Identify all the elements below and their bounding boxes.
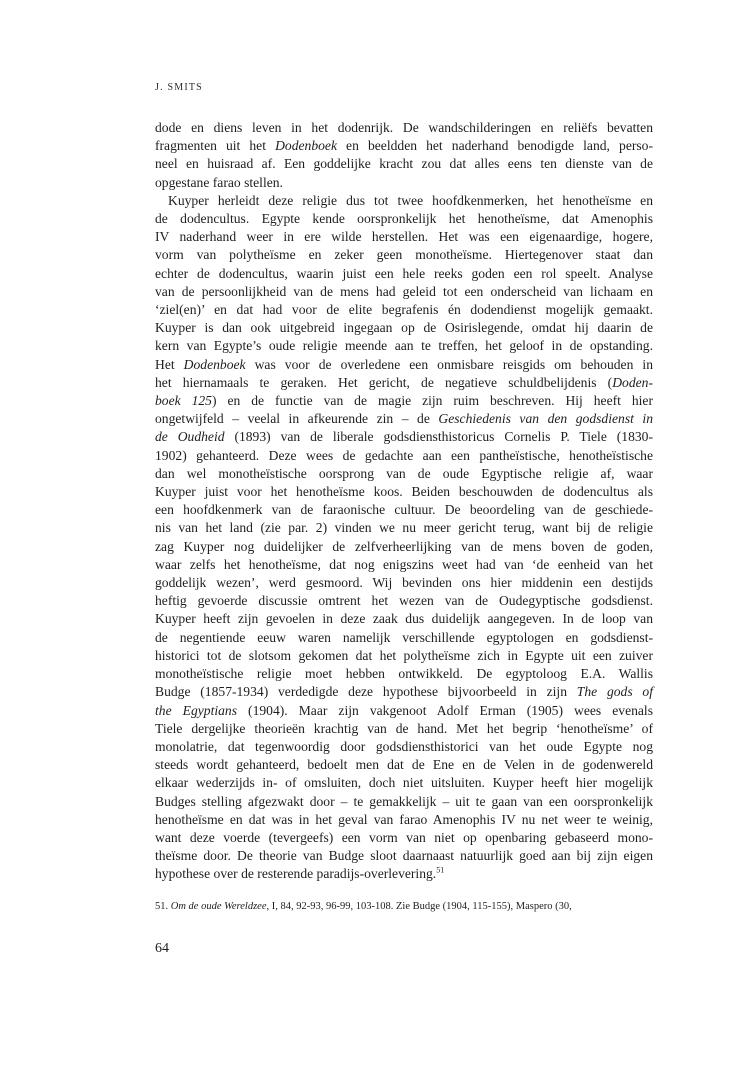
- text-span: Kuyper juist voor het henotheïsme koos. Beiden beschouwden de dodencultus als: [155, 484, 653, 500]
- text-line: [155, 829, 653, 847]
- text-span: de dodencultus. Egypte kende oorspronkelijk het henotheïsme, dat Amenophis: [155, 211, 653, 227]
- text-span: hypothese over de resterende paradijs-overlevering.: [155, 866, 437, 882]
- text-line: [155, 774, 653, 792]
- footnote-text: [171, 901, 572, 912]
- text-line: [155, 192, 653, 210]
- text-line: [155, 847, 653, 865]
- text-span: Kuyper is dan ook uitgebreid ingegaan op de Osirislegende, omdat hij daarin de: [155, 320, 653, 336]
- text-span: opgestane farao stellen.: [155, 174, 283, 190]
- text-span: monotheïstische religie moet hebben ontwikkeld. De egyptoloog E.A. Wallis: [155, 666, 653, 682]
- text-span: IV naderhand weer in ere wilde herstellen. Het was een eigenaardige, hogere,: [155, 229, 653, 245]
- text-span: een hoofdkenmerk van de faraonische cultuur. De beoordeling van de geschiede-: [155, 502, 653, 518]
- text-span: Budge (1857-1934) verdedigde deze hypothese bijvoorbeeld in zijn: [155, 684, 577, 700]
- text-line: [155, 738, 653, 756]
- text-span: Tiele dergelijke theorieën krachtig van de hand. Met het begrip ‘henotheïsme’ of: [155, 720, 653, 736]
- text-line: [155, 265, 653, 283]
- italic-title: Dodenboek: [275, 138, 337, 154]
- text-line: [155, 756, 653, 774]
- text-span: het hiernamaals te geraken. Het gericht, de negatieve schuldbelijdenis (: [155, 374, 613, 390]
- text-line: [155, 538, 653, 556]
- text-span: want deze voerde (tevergeefs) een vorm van niet op openbaring gebaseerd mono-: [155, 829, 653, 845]
- text-span: monolatrie, dat tegenwoordig door godsdiensthistorici van het oude Egypte nog: [155, 738, 653, 754]
- text-line: [155, 556, 653, 574]
- italic-title: Om de oude Wereldzee: [170, 901, 267, 912]
- text-span: echter de dodencultus, waarin juist een hele reeks goden een rol speelt. Analyse: [155, 265, 653, 281]
- text-line: [155, 793, 653, 811]
- italic-title: the Egyptians: [155, 702, 238, 718]
- text-line: [155, 683, 653, 701]
- text-line: [155, 702, 653, 720]
- text-line: [155, 356, 653, 374]
- text-line: [155, 210, 653, 228]
- text-line: [155, 483, 653, 501]
- text-line: [155, 410, 653, 428]
- text-span: , I, 84, 92-93, 96-99, 103-108. Zie Budge (1904, 115-155), Maspero (30,: [266, 901, 572, 912]
- text-line: [155, 246, 653, 264]
- text-span: (1904). Maar zijn vakgenoot Adolf Erman (1905) wees evenals: [237, 702, 654, 718]
- text-span: nis van het land (zie par. 2) vinden we nu meer gericht terug, want bij de religie: [155, 520, 653, 536]
- text-line: [155, 337, 653, 355]
- text-span: kern van Egypte’s oude religie meende aan te treffen, het geloof in de opstanding.: [155, 338, 653, 354]
- text-line: [155, 228, 653, 246]
- text-line: [155, 392, 653, 410]
- footnote-number: 51.: [155, 901, 169, 912]
- text-line: [155, 865, 653, 883]
- text-line: [155, 665, 653, 683]
- running-head: J. SMITS: [155, 82, 203, 93]
- text-span: ‘ziel(en)’ en dat had voor de elite begrafenis én dodendienst mogelijk gemaakt.: [155, 302, 653, 318]
- text-span: ) en de functie van de magie zijn ruim beschreven. Hij heeft hier: [211, 393, 653, 409]
- text-line: [155, 592, 653, 610]
- italic-title: The gods of: [576, 684, 653, 700]
- italic-title: Geschiedenis van den godsdienst in: [438, 411, 653, 427]
- text-line: [155, 574, 653, 592]
- text-span: ongetwijfeld – veelal in afkeurende zin – de: [155, 411, 439, 427]
- text-span: de negentiende eeuw waren namelijk verschillende egyptologen en godsdienst-: [155, 629, 653, 645]
- text-span: (1893) van de liberale godsdiensthistoricus Cornelis P. Tiele (1830-: [224, 429, 654, 445]
- text-span: Budges stelling afgezwakt door – te gemakkelijk – uit te gaan van een oorspronkelijk: [155, 793, 653, 809]
- text-span: heftig gevoerde discussie omtrent het wezen van de Oudegyptische godsdienst.: [155, 593, 653, 609]
- text-span: zag Kuyper nog duidelijker de zelfverheerlijking van de mens boven de goden,: [155, 538, 653, 554]
- text-span: henotheïsme en dat was in het geval van farao Amenophis IV nu net weer te weinig,: [155, 811, 653, 827]
- text-span: Kuyper herleidt deze religie dus tot twee hoofdkenmerken, het henotheïsme en: [168, 192, 653, 208]
- italic-title: Dodenboek: [183, 356, 246, 372]
- text-span: steeds wordt gehanteerd, bedoelt men dat de Ene en de Velen in de godenwereld: [155, 757, 653, 773]
- italic-title: boek 125: [155, 393, 212, 409]
- text-line: [155, 374, 653, 392]
- text-span: van de persoonlijkheid van de mens had geleid tot een onderscheid van lichaam en: [155, 283, 653, 299]
- text-span: theïsme door. De theorie van Budge sloot daarnaast natuurlijk goed aan bij zijn eigen: [155, 848, 653, 864]
- text-span: en beeldden het naderhand benodigde land, perso-: [336, 138, 653, 154]
- text-span: Het: [155, 356, 184, 372]
- text-line: [155, 629, 653, 647]
- italic-title: de Oudheid: [155, 429, 225, 445]
- text-line: [155, 465, 653, 483]
- text-line: [155, 811, 653, 829]
- text-line: [155, 447, 653, 465]
- text-span: fragmenten uit het: [155, 138, 276, 154]
- text-span: Kuyper heeft zijn gevoelen in deze zaak dus duidelijk aangegeven. In de loop van: [155, 611, 653, 627]
- text-line: [155, 720, 653, 738]
- text-line: [155, 519, 653, 537]
- footnote-ref: 51: [436, 865, 445, 875]
- text-line: [155, 119, 653, 137]
- footnote-51: [155, 900, 653, 914]
- page-number: 64: [155, 941, 169, 956]
- text-span: vorm van polytheïsme en zeker geen monotheïsme. Hiertegenover staat dan: [155, 247, 653, 263]
- text-line: [155, 647, 653, 665]
- text-span: waar zelfs het henotheïsme, dat nog enigszins weet had van ‘de eenheid van het: [155, 556, 653, 572]
- text-span: goddelijk wezen’, werd gesmoord. Wij bevinden ons hier middenin een destijds: [155, 575, 653, 591]
- text-line: [155, 174, 653, 192]
- text-line: [155, 137, 653, 155]
- text-line: [155, 610, 653, 628]
- text-line: [155, 428, 653, 446]
- text-span: dan wel monotheïstische oorsprong van de oude Egyptische religie af, waar: [155, 465, 653, 481]
- text-line: [155, 319, 653, 337]
- text-line: [155, 501, 653, 519]
- text-span: elkaar wederzijds in- of omsluiten, doch niet uitsluiten. Kuyper heeft hier mogelijk: [155, 775, 653, 791]
- text-span: 1902) gehanteerd. Deze wees de gedachte aan een pantheïstische, henotheïstische: [155, 447, 653, 463]
- text-span: dode en diens leven in het dodenrijk. De wandschilderingen en reliëfs bevatten: [155, 120, 653, 135]
- text-span: was voor de overledene een onmisbare reisgids om behouden in: [245, 356, 653, 372]
- italic-title: Doden-: [612, 374, 653, 390]
- text-span: neel en huisraad af. Een goddelijke kracht zou dat alles eens ten dienste van de: [155, 156, 653, 172]
- text-line: [155, 301, 653, 319]
- text-line: [155, 283, 653, 301]
- text-span: historici tot de slotsom gekomen dat het polytheïsme zich in Egypte uit een zuiver: [155, 647, 653, 663]
- body-text: [155, 119, 653, 884]
- text-line: [155, 155, 653, 173]
